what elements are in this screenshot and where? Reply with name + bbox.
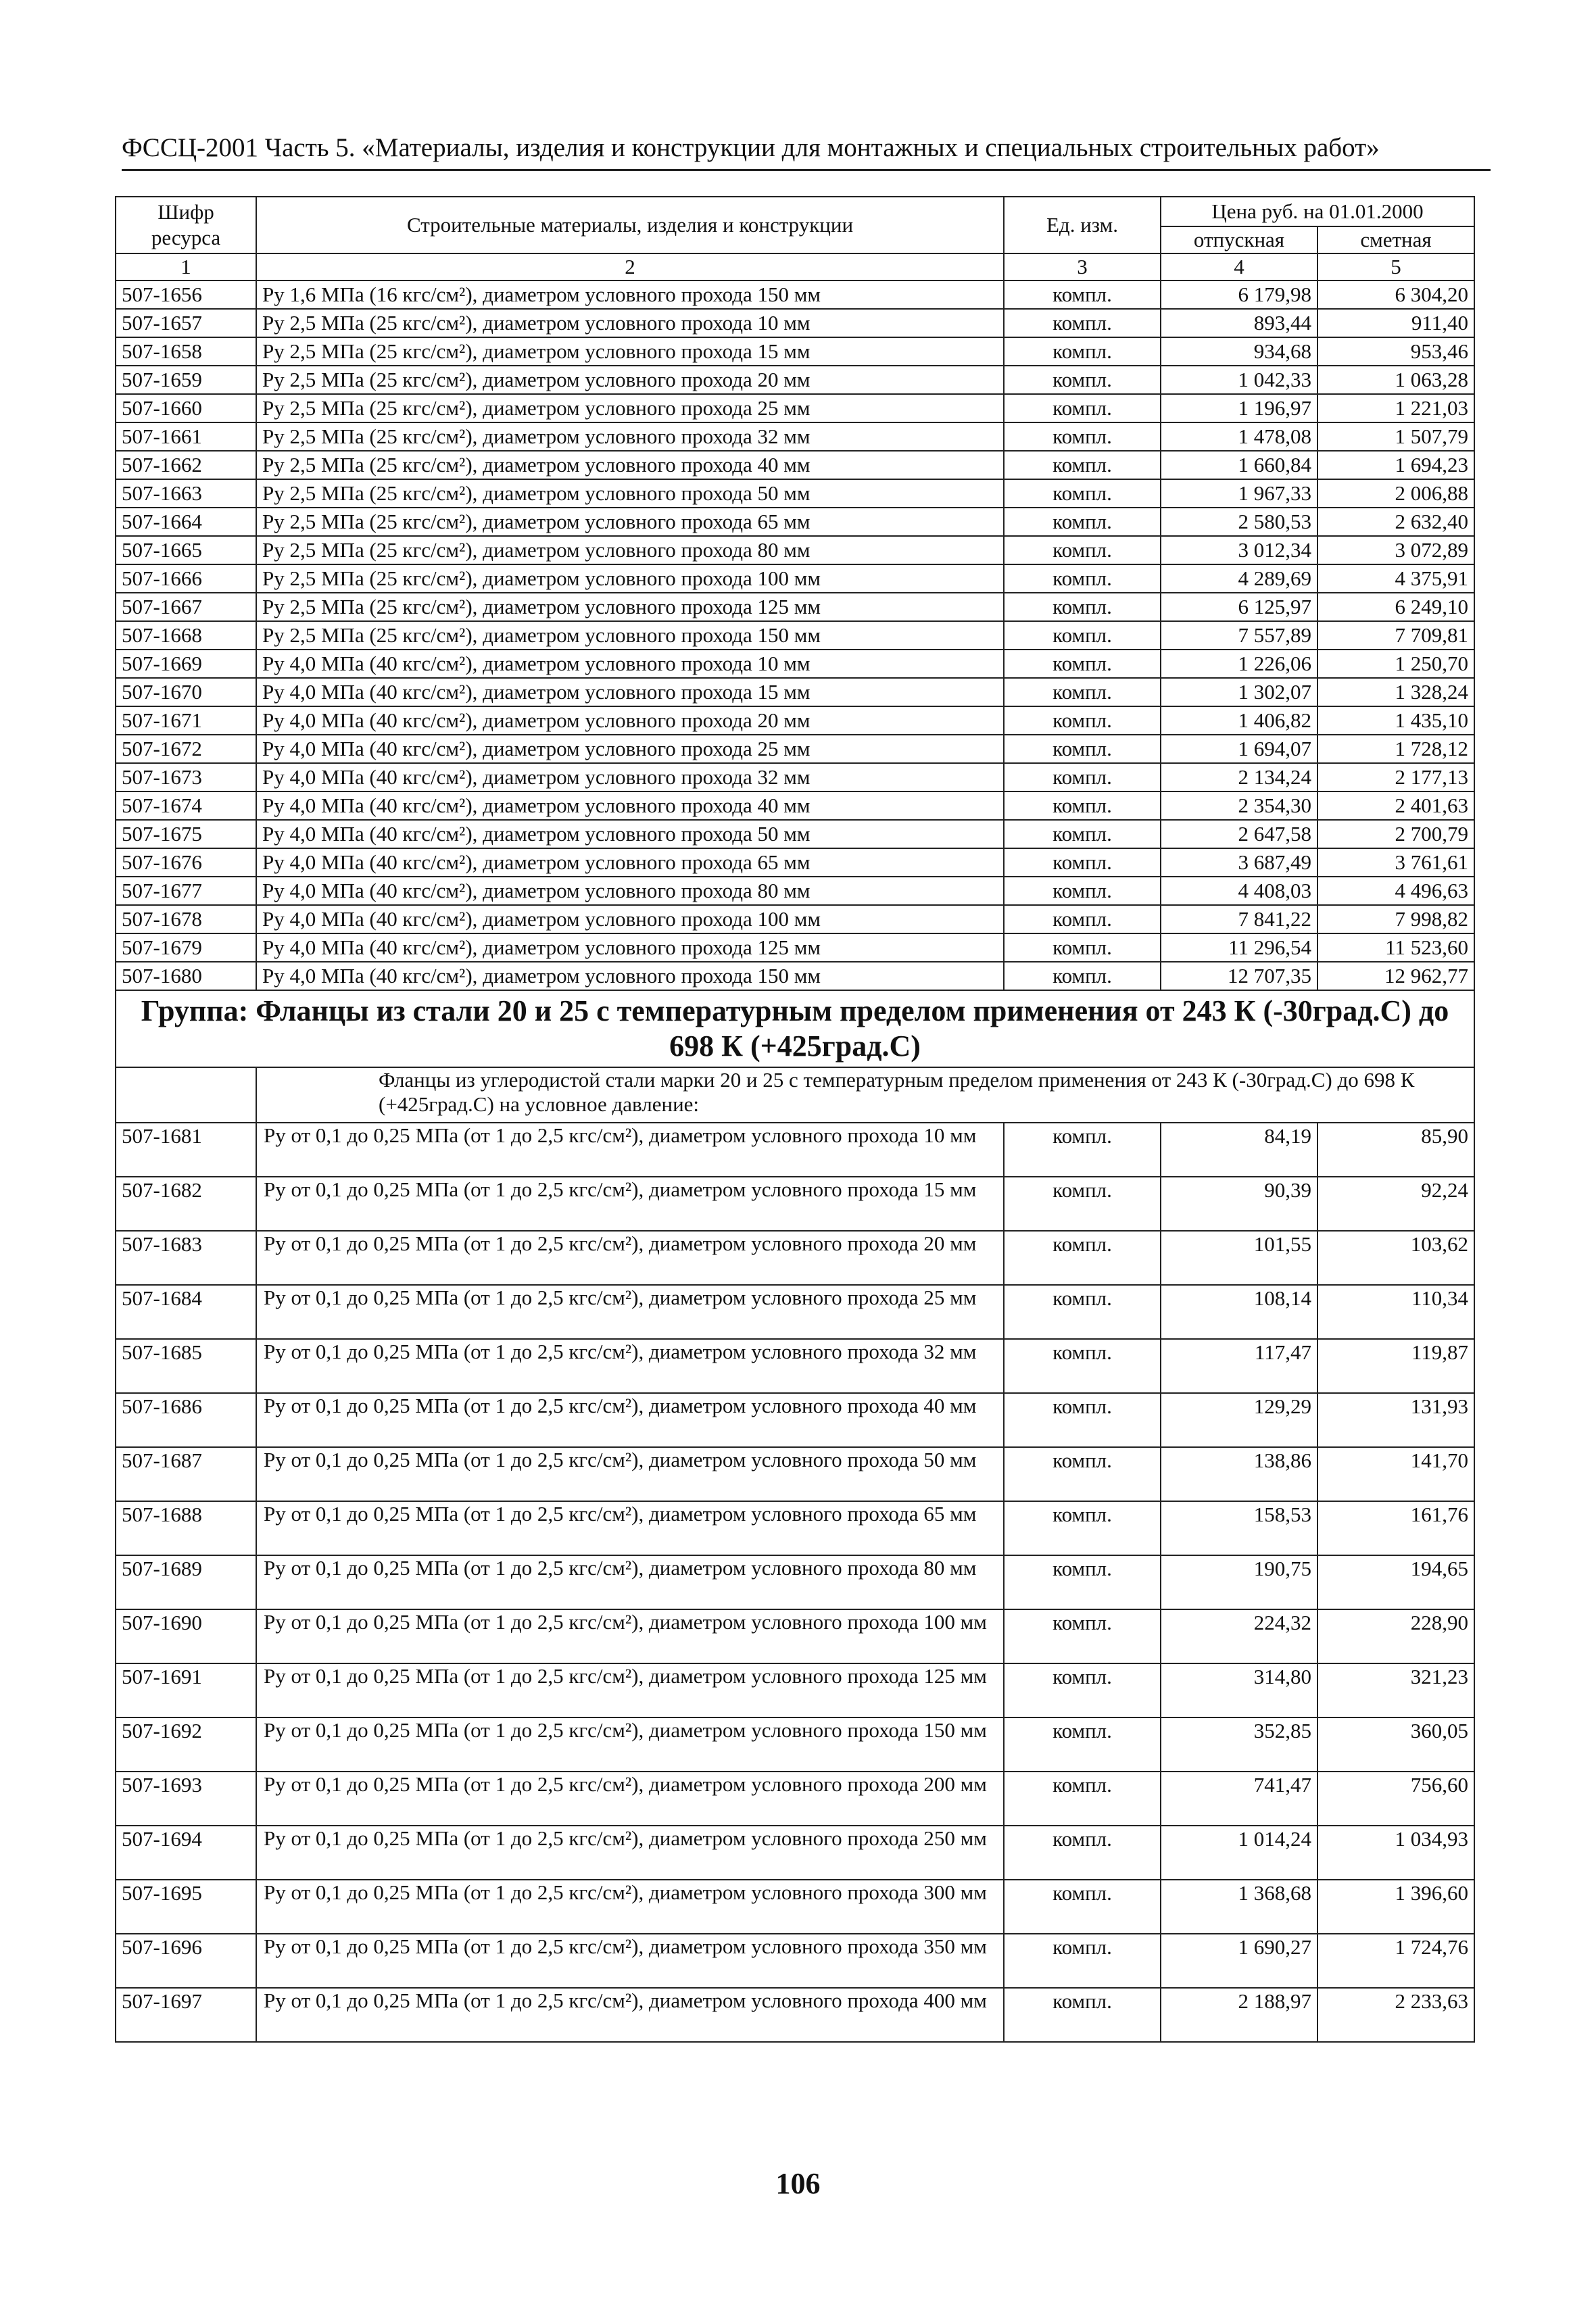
- description-cell: Ру 4,0 МПа (40 кгс/см²), диаметром условного прохода 65 мм: [256, 848, 1004, 877]
- resource-code-cell: 507-1681: [116, 1123, 256, 1177]
- estimate-price-cell: 1 507,79: [1317, 422, 1474, 451]
- resource-code-cell: 507-1677: [116, 877, 256, 905]
- table-row: [116, 394, 1474, 422]
- release-price-cell: 1 226,06: [1161, 650, 1317, 678]
- unit-cell: компл.: [1004, 1826, 1161, 1880]
- page-header: ФССЦ-2001 Часть 5. «Материалы, изделия и конструкции для монтажных и специальных строительных работ»: [122, 132, 1491, 171]
- resource-code-cell: 507-1657: [116, 309, 256, 337]
- description-cell: Ру 4,0 МПа (40 кгс/см²), диаметром условного прохода 10 мм: [256, 650, 1004, 678]
- release-price-cell: 1 406,82: [1161, 706, 1317, 735]
- table-row: [116, 1880, 1474, 1934]
- release-price-cell: 6 125,97: [1161, 593, 1317, 621]
- table-row: [116, 1988, 1474, 2042]
- resource-code-cell: 507-1694: [116, 1826, 256, 1880]
- resource-code-cell: 507-1690: [116, 1609, 256, 1663]
- resource-code-cell: 507-1688: [116, 1501, 256, 1555]
- page-number: 106: [775, 2167, 821, 2200]
- table-row: [116, 337, 1474, 366]
- description-cell: Ру от 0,1 до 0,25 МПа (от 1 до 2,5 кгс/см²), диаметром условного прохода 80 мм: [256, 1555, 1004, 1609]
- description-cell: Ру 2,5 МПа (25 кгс/см²), диаметром условного прохода 65 мм: [256, 508, 1004, 536]
- estimate-price-cell: 1 724,76: [1317, 1934, 1474, 1988]
- description-cell: Ру от 0,1 до 0,25 МПа (от 1 до 2,5 кгс/см²), диаметром условного прохода 25 мм: [256, 1285, 1004, 1339]
- release-price-cell: 1 302,07: [1161, 678, 1317, 706]
- estimate-price-cell: 1 063,28: [1317, 366, 1474, 394]
- table-row: [116, 1447, 1474, 1501]
- release-price-cell: 2 188,97: [1161, 1988, 1317, 2042]
- description-cell: Ру 2,5 МПа (25 кгс/см²), диаметром условного прохода 50 мм: [256, 479, 1004, 508]
- intro-empty-cell: [116, 1067, 256, 1123]
- unit-cell: компл.: [1004, 650, 1161, 678]
- estimate-price-cell: 4 496,63: [1317, 877, 1474, 905]
- description-cell: Ру 4,0 МПа (40 кгс/см²), диаметром условного прохода 25 мм: [256, 735, 1004, 763]
- unit-cell: компл.: [1004, 706, 1161, 735]
- table-row: [116, 1123, 1474, 1177]
- estimate-price-cell: 3 072,89: [1317, 536, 1474, 564]
- description-cell: Ру 2,5 МПа (25 кгс/см²), диаметром условного прохода 40 мм: [256, 451, 1004, 479]
- estimate-price-cell: 12 962,77: [1317, 962, 1474, 990]
- description-cell: Ру 2,5 МПа (25 кгс/см²), диаметром условного прохода 125 мм: [256, 593, 1004, 621]
- estimate-price-cell: 110,34: [1317, 1285, 1474, 1339]
- resource-code-cell: 507-1664: [116, 508, 256, 536]
- col-header-price-group: Цена руб. на 01.01.2000: [1161, 197, 1474, 226]
- release-price-cell: 190,75: [1161, 1555, 1317, 1609]
- col-header-release-price: отпускная: [1161, 226, 1317, 253]
- resource-code-cell: 507-1685: [116, 1339, 256, 1393]
- estimate-price-cell: 1 250,70: [1317, 650, 1474, 678]
- table-row: [116, 1339, 1474, 1393]
- description-cell: Ру 2,5 МПа (25 кгс/см²), диаметром условного прохода 150 мм: [256, 621, 1004, 650]
- unit-cell: компл.: [1004, 1501, 1161, 1555]
- column-number: 3: [1004, 253, 1161, 281]
- resource-code-cell: 507-1684: [116, 1285, 256, 1339]
- release-price-cell: 2 647,58: [1161, 820, 1317, 848]
- group-section: [116, 990, 1474, 1123]
- release-price-cell: 11 296,54: [1161, 933, 1317, 962]
- resource-code-cell: 507-1673: [116, 763, 256, 791]
- estimate-price-cell: 911,40: [1317, 309, 1474, 337]
- description-cell: Ру 4,0 МПа (40 кгс/см²), диаметром условного прохода 20 мм: [256, 706, 1004, 735]
- table-row: [116, 905, 1474, 933]
- estimate-price-cell: 2 700,79: [1317, 820, 1474, 848]
- release-price-cell: 84,19: [1161, 1123, 1317, 1177]
- resource-code-cell: 507-1656: [116, 281, 256, 309]
- col-header-estimate-price: сметная: [1317, 226, 1474, 253]
- unit-cell: компл.: [1004, 933, 1161, 962]
- description-cell: Ру 2,5 МПа (25 кгс/см²), диаметром условного прохода 32 мм: [256, 422, 1004, 451]
- unit-cell: компл.: [1004, 1447, 1161, 1501]
- unit-cell: компл.: [1004, 422, 1161, 451]
- table-row: [116, 593, 1474, 621]
- description-cell: Ру от 0,1 до 0,25 МПа (от 1 до 2,5 кгс/см²), диаметром условного прохода 150 мм: [256, 1717, 1004, 1772]
- estimate-price-cell: 360,05: [1317, 1717, 1474, 1772]
- release-price-cell: 224,32: [1161, 1609, 1317, 1663]
- unit-cell: компл.: [1004, 593, 1161, 621]
- description-cell: Ру от 0,1 до 0,25 МПа (от 1 до 2,5 кгс/см²), диаметром условного прохода 65 мм: [256, 1501, 1004, 1555]
- unit-cell: компл.: [1004, 1609, 1161, 1663]
- estimate-price-cell: 953,46: [1317, 337, 1474, 366]
- table-row: [116, 1609, 1474, 1663]
- column-number: 5: [1317, 253, 1474, 281]
- unit-cell: компл.: [1004, 1880, 1161, 1934]
- resource-code-cell: 507-1670: [116, 678, 256, 706]
- release-price-cell: 7 841,22: [1161, 905, 1317, 933]
- estimate-price-cell: 92,24: [1317, 1177, 1474, 1231]
- resource-code-cell: 507-1662: [116, 451, 256, 479]
- release-price-cell: 4 289,69: [1161, 564, 1317, 593]
- unit-cell: компл.: [1004, 621, 1161, 650]
- unit-cell: компл.: [1004, 337, 1161, 366]
- description-cell: Ру 2,5 МПа (25 кгс/см²), диаметром условного прохода 100 мм: [256, 564, 1004, 593]
- resource-code-cell: 507-1689: [116, 1555, 256, 1609]
- estimate-price-cell: 2 632,40: [1317, 508, 1474, 536]
- description-cell: Ру 2,5 МПа (25 кгс/см²), диаметром условного прохода 10 мм: [256, 309, 1004, 337]
- description-cell: Ру от 0,1 до 0,25 МПа (от 1 до 2,5 кгс/см²), диаметром условного прохода 200 мм: [256, 1772, 1004, 1826]
- resource-code-cell: 507-1678: [116, 905, 256, 933]
- description-cell: Ру от 0,1 до 0,25 МПа (от 1 до 2,5 кгс/см²), диаметром условного прохода 350 мм: [256, 1934, 1004, 1988]
- group-intro: Фланцы из углеродистой стали марки 20 и 25 с температурным пределом применения от 243 К (-30град.С) до 698 К (+425град.С) на условное давление:: [256, 1067, 1474, 1123]
- table-row: [116, 1826, 1474, 1880]
- estimate-price-cell: 161,76: [1317, 1501, 1474, 1555]
- unit-cell: компл.: [1004, 1123, 1161, 1177]
- release-price-cell: 314,80: [1161, 1663, 1317, 1717]
- col-header-code: Шифр ресурса: [116, 197, 256, 253]
- table-body-valves: [116, 281, 1474, 990]
- estimate-price-cell: 1 034,93: [1317, 1826, 1474, 1880]
- unit-cell: компл.: [1004, 536, 1161, 564]
- group-title: Группа: Фланцы из стали 20 и 25 с температурным пределом применения от 243 К (-30град.С) до 698 К (+425град.С): [116, 990, 1474, 1067]
- release-price-cell: 90,39: [1161, 1177, 1317, 1231]
- unit-cell: компл.: [1004, 366, 1161, 394]
- description-cell: Ру 4,0 МПа (40 кгс/см²), диаметром условного прохода 50 мм: [256, 820, 1004, 848]
- estimate-price-cell: 2 177,13: [1317, 763, 1474, 791]
- unit-cell: компл.: [1004, 1177, 1161, 1231]
- unit-cell: компл.: [1004, 962, 1161, 990]
- estimate-price-cell: 103,62: [1317, 1231, 1474, 1285]
- description-cell: Ру 4,0 МПа (40 кгс/см²), диаметром условного прохода 80 мм: [256, 877, 1004, 905]
- unit-cell: компл.: [1004, 1555, 1161, 1609]
- estimate-price-cell: 6 249,10: [1317, 593, 1474, 621]
- release-price-cell: 2 134,24: [1161, 763, 1317, 791]
- release-price-cell: 1 967,33: [1161, 479, 1317, 508]
- resource-code-cell: 507-1674: [116, 791, 256, 820]
- resource-code-cell: 507-1658: [116, 337, 256, 366]
- description-cell: Ру 2,5 МПа (25 кгс/см²), диаметром условного прохода 80 мм: [256, 536, 1004, 564]
- estimate-price-cell: 11 523,60: [1317, 933, 1474, 962]
- resource-code-cell: 507-1659: [116, 366, 256, 394]
- resource-code-cell: 507-1660: [116, 394, 256, 422]
- table-row: [116, 1934, 1474, 1988]
- table-row: [116, 678, 1474, 706]
- description-cell: Ру от 0,1 до 0,25 МПа (от 1 до 2,5 кгс/см²), диаметром условного прохода 20 мм: [256, 1231, 1004, 1285]
- resource-code-cell: 507-1692: [116, 1717, 256, 1772]
- table-row: [116, 650, 1474, 678]
- estimate-price-cell: 194,65: [1317, 1555, 1474, 1609]
- estimate-price-cell: 6 304,20: [1317, 281, 1474, 309]
- table-row: [116, 735, 1474, 763]
- release-price-cell: 108,14: [1161, 1285, 1317, 1339]
- unit-cell: компл.: [1004, 479, 1161, 508]
- table-row: [116, 1393, 1474, 1447]
- estimate-price-cell: 119,87: [1317, 1339, 1474, 1393]
- description-cell: Ру от 0,1 до 0,25 МПа (от 1 до 2,5 кгс/см²), диаметром условного прохода 100 мм: [256, 1609, 1004, 1663]
- table-row: [116, 1717, 1474, 1772]
- description-cell: Ру 4,0 МПа (40 кгс/см²), диаметром условного прохода 32 мм: [256, 763, 1004, 791]
- table-row: [116, 877, 1474, 905]
- release-price-cell: 1 042,33: [1161, 366, 1317, 394]
- unit-cell: компл.: [1004, 791, 1161, 820]
- estimate-price-cell: 1 728,12: [1317, 735, 1474, 763]
- description-cell: Ру от 0,1 до 0,25 МПа (от 1 до 2,5 кгс/см²), диаметром условного прохода 400 мм: [256, 1988, 1004, 2042]
- estimate-price-cell: 7 998,82: [1317, 905, 1474, 933]
- table-row: [116, 621, 1474, 650]
- unit-cell: компл.: [1004, 394, 1161, 422]
- table-row: [116, 933, 1474, 962]
- table-row: [116, 536, 1474, 564]
- release-price-cell: 4 408,03: [1161, 877, 1317, 905]
- release-price-cell: 101,55: [1161, 1231, 1317, 1285]
- table-row: [116, 422, 1474, 451]
- description-cell: Ру от 0,1 до 0,25 МПа (от 1 до 2,5 кгс/см²), диаметром условного прохода 10 мм: [256, 1123, 1004, 1177]
- estimate-price-cell: 85,90: [1317, 1123, 1474, 1177]
- unit-cell: компл.: [1004, 678, 1161, 706]
- unit-cell: компл.: [1004, 564, 1161, 593]
- column-number: 1: [116, 253, 256, 281]
- resource-code-cell: 507-1665: [116, 536, 256, 564]
- resource-code-cell: 507-1680: [116, 962, 256, 990]
- table-row: [116, 508, 1474, 536]
- release-price-cell: 12 707,35: [1161, 962, 1317, 990]
- resource-code-cell: 507-1695: [116, 1880, 256, 1934]
- unit-cell: компл.: [1004, 1772, 1161, 1826]
- release-price-cell: 138,86: [1161, 1447, 1317, 1501]
- description-cell: Ру 4,0 МПа (40 кгс/см²), диаметром условного прохода 15 мм: [256, 678, 1004, 706]
- resource-code-cell: 507-1693: [116, 1772, 256, 1826]
- unit-cell: компл.: [1004, 1393, 1161, 1447]
- table-row: [116, 451, 1474, 479]
- resource-code-cell: 507-1682: [116, 1177, 256, 1231]
- resource-code-cell: 507-1683: [116, 1231, 256, 1285]
- release-price-cell: 129,29: [1161, 1393, 1317, 1447]
- unit-cell: компл.: [1004, 735, 1161, 763]
- release-price-cell: 1 196,97: [1161, 394, 1317, 422]
- unit-cell: компл.: [1004, 763, 1161, 791]
- estimate-price-cell: 2 233,63: [1317, 1988, 1474, 2042]
- unit-cell: компл.: [1004, 1988, 1161, 2042]
- estimate-price-cell: 3 761,61: [1317, 848, 1474, 877]
- description-cell: Ру 4,0 МПа (40 кгс/см²), диаметром условного прохода 100 мм: [256, 905, 1004, 933]
- resource-code-cell: 507-1672: [116, 735, 256, 763]
- column-number: 2: [256, 253, 1004, 281]
- release-price-cell: 2 354,30: [1161, 791, 1317, 820]
- table-row: [116, 706, 1474, 735]
- table-row: [116, 1555, 1474, 1609]
- column-number: 4: [1161, 253, 1317, 281]
- estimate-price-cell: 141,70: [1317, 1447, 1474, 1501]
- table-row: [116, 366, 1474, 394]
- resource-code-cell: 507-1669: [116, 650, 256, 678]
- description-cell: Ру от 0,1 до 0,25 МПа (от 1 до 2,5 кгс/см²), диаметром условного прохода 32 мм: [256, 1339, 1004, 1393]
- table-row: [116, 1501, 1474, 1555]
- release-price-cell: 6 179,98: [1161, 281, 1317, 309]
- resource-code-cell: 507-1686: [116, 1393, 256, 1447]
- col-header-unit: Ед. изм.: [1004, 197, 1161, 253]
- resource-code-cell: 507-1687: [116, 1447, 256, 1501]
- unit-cell: компл.: [1004, 848, 1161, 877]
- description-cell: Ру от 0,1 до 0,25 МПа (от 1 до 2,5 кгс/см²), диаметром условного прохода 50 мм: [256, 1447, 1004, 1501]
- release-price-cell: 158,53: [1161, 1501, 1317, 1555]
- resource-code-cell: 507-1668: [116, 621, 256, 650]
- unit-cell: компл.: [1004, 1663, 1161, 1717]
- table-body-flanges: [116, 1123, 1474, 2042]
- estimate-price-cell: 2 006,88: [1317, 479, 1474, 508]
- estimate-price-cell: 2 401,63: [1317, 791, 1474, 820]
- resource-code-cell: 507-1676: [116, 848, 256, 877]
- estimate-price-cell: 1 435,10: [1317, 706, 1474, 735]
- description-cell: Ру от 0,1 до 0,25 МПа (от 1 до 2,5 кгс/см²), диаметром условного прохода 125 мм: [256, 1663, 1004, 1717]
- unit-cell: компл.: [1004, 281, 1161, 309]
- unit-cell: компл.: [1004, 1717, 1161, 1772]
- release-price-cell: 3 012,34: [1161, 536, 1317, 564]
- description-cell: Ру 2,5 МПа (25 кгс/см²), диаметром условного прохода 20 мм: [256, 366, 1004, 394]
- unit-cell: компл.: [1004, 1339, 1161, 1393]
- estimate-price-cell: 1 221,03: [1317, 394, 1474, 422]
- estimate-price-cell: 321,23: [1317, 1663, 1474, 1717]
- release-price-cell: 1 478,08: [1161, 422, 1317, 451]
- unit-cell: компл.: [1004, 1231, 1161, 1285]
- resource-code-cell: 507-1667: [116, 593, 256, 621]
- release-price-cell: 934,68: [1161, 337, 1317, 366]
- description-cell: Ру 4,0 МПа (40 кгс/см²), диаметром условного прохода 150 мм: [256, 962, 1004, 990]
- resource-code-cell: 507-1697: [116, 1988, 256, 2042]
- release-price-cell: 1 660,84: [1161, 451, 1317, 479]
- description-cell: Ру от 0,1 до 0,25 МПа (от 1 до 2,5 кгс/см²), диаметром условного прохода 15 мм: [256, 1177, 1004, 1231]
- table-row: [116, 962, 1474, 990]
- unit-cell: компл.: [1004, 877, 1161, 905]
- estimate-price-cell: 1 396,60: [1317, 1880, 1474, 1934]
- description-cell: Ру 4,0 МПа (40 кгс/см²), диаметром условного прохода 125 мм: [256, 933, 1004, 962]
- resource-code-cell: 507-1691: [116, 1663, 256, 1717]
- unit-cell: компл.: [1004, 820, 1161, 848]
- table-row: [116, 791, 1474, 820]
- table-row: [116, 1177, 1474, 1231]
- release-price-cell: 3 687,49: [1161, 848, 1317, 877]
- resource-code-cell: 507-1666: [116, 564, 256, 593]
- estimate-price-cell: 4 375,91: [1317, 564, 1474, 593]
- estimate-price-cell: 131,93: [1317, 1393, 1474, 1447]
- table-row: [116, 820, 1474, 848]
- release-price-cell: 7 557,89: [1161, 621, 1317, 650]
- table-row: [116, 763, 1474, 791]
- description-cell: Ру 2,5 МПа (25 кгс/см²), диаметром условного прохода 25 мм: [256, 394, 1004, 422]
- table-row: [116, 1663, 1474, 1717]
- resource-code-cell: 507-1661: [116, 422, 256, 451]
- description-cell: Ру от 0,1 до 0,25 МПа (от 1 до 2,5 кгс/см²), диаметром условного прохода 300 мм: [256, 1880, 1004, 1934]
- table-row: [116, 564, 1474, 593]
- table-row: [116, 309, 1474, 337]
- table-row: [116, 479, 1474, 508]
- release-price-cell: 893,44: [1161, 309, 1317, 337]
- table-row: [116, 1772, 1474, 1826]
- release-price-cell: 117,47: [1161, 1339, 1317, 1393]
- unit-cell: компл.: [1004, 451, 1161, 479]
- unit-cell: компл.: [1004, 1285, 1161, 1339]
- resource-code-cell: 507-1696: [116, 1934, 256, 1988]
- table-row: [116, 1285, 1474, 1339]
- release-price-cell: 1 694,07: [1161, 735, 1317, 763]
- release-price-cell: 352,85: [1161, 1717, 1317, 1772]
- release-price-cell: 1 014,24: [1161, 1826, 1317, 1880]
- release-price-cell: 1 690,27: [1161, 1934, 1317, 1988]
- estimate-price-cell: 1 694,23: [1317, 451, 1474, 479]
- release-price-cell: 1 368,68: [1161, 1880, 1317, 1934]
- table-row: [116, 281, 1474, 309]
- price-table: [115, 196, 1475, 2043]
- description-cell: Ру 4,0 МПа (40 кгс/см²), диаметром условного прохода 40 мм: [256, 791, 1004, 820]
- description-cell: Ру 2,5 МПа (25 кгс/см²), диаметром условного прохода 15 мм: [256, 337, 1004, 366]
- resource-code-cell: 507-1679: [116, 933, 256, 962]
- release-price-cell: 741,47: [1161, 1772, 1317, 1826]
- col-header-name: Строительные материалы, изделия и конструкции: [256, 197, 1004, 253]
- unit-cell: компл.: [1004, 309, 1161, 337]
- estimate-price-cell: 228,90: [1317, 1609, 1474, 1663]
- resource-code-cell: 507-1675: [116, 820, 256, 848]
- table-row: [116, 848, 1474, 877]
- description-cell: Ру от 0,1 до 0,25 МПа (от 1 до 2,5 кгс/см²), диаметром условного прохода 250 мм: [256, 1826, 1004, 1880]
- description-cell: Ру от 0,1 до 0,25 МПа (от 1 до 2,5 кгс/см²), диаметром условного прохода 40 мм: [256, 1393, 1004, 1447]
- resource-code-cell: 507-1671: [116, 706, 256, 735]
- unit-cell: компл.: [1004, 905, 1161, 933]
- estimate-price-cell: 7 709,81: [1317, 621, 1474, 650]
- description-cell: Ру 1,6 МПа (16 кгс/см²), диаметром условного прохода 150 мм: [256, 281, 1004, 309]
- release-price-cell: 2 580,53: [1161, 508, 1317, 536]
- table-row: [116, 1231, 1474, 1285]
- estimate-price-cell: 1 328,24: [1317, 678, 1474, 706]
- resource-code-cell: 507-1663: [116, 479, 256, 508]
- unit-cell: компл.: [1004, 508, 1161, 536]
- unit-cell: компл.: [1004, 1934, 1161, 1988]
- estimate-price-cell: 756,60: [1317, 1772, 1474, 1826]
